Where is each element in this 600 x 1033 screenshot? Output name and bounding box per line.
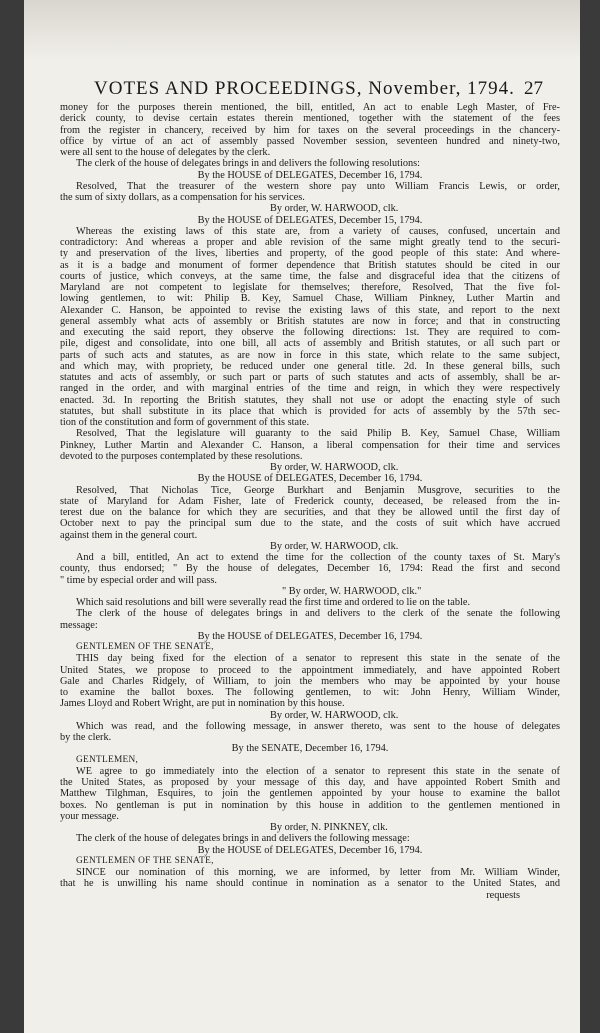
text-line: state of Maryland for Adam Fisher, late of Frederick county, deceased, be released from the in- (60, 495, 560, 507)
text-line: pile, digest and consolidate, into one bill, all acts of assembly and British statutes, or all such part or (60, 338, 560, 350)
text-line: money for the purposes therein mentioned, the bill, entitled, An act to enable Legh Master, of Fre- (60, 102, 560, 113)
text-line: contradictory: And whereas a proper and able revision of the same might greatly tend to the securi- (60, 237, 560, 248)
text-line: By order, N. PINKNEY, clk. (270, 822, 388, 833)
text-line: devoted to the purposes contemplated by these resolutions. (60, 450, 303, 462)
text-line: against them in the general court. (60, 529, 198, 541)
text-line: requests (486, 889, 520, 901)
text-line: Resolved, That the treasurer of the western shore pay unto William Francis Lewis, or order, (76, 180, 560, 192)
running-title: VOTES AND PROCEEDINGS, November, 1794. (94, 78, 515, 99)
text-line: terest due on the balance for which they are securities, and that they be allowed until the first day of (60, 507, 560, 518)
text-line: from the register in chancery, received by him for taxes on the several proceedings in the chancery- (60, 124, 560, 136)
text-line: Resolved, That Nicholas Tice, George Burkhart and Benjamin Musgrove, securities to the (76, 484, 560, 496)
text-line: GENTLEMEN OF THE SENATE, (76, 642, 214, 652)
text-line: The clerk of the house of delegates brings in and delivers the following message: (76, 833, 410, 845)
text-line: And a bill, entitled, An act to extend the time for the collection of the county taxes of St. Mary's (76, 552, 560, 563)
text-line: your message. (60, 810, 119, 822)
text-line: United States, we propose to proceed to the appointment immediately, and have appointed Robert (60, 664, 560, 676)
text-line: ranged in the order, and with marginal entries of the time and reign, in which they were respectively (60, 383, 560, 395)
text-line: as it is a badge and monument of former dependence that British statutes should be cited in our (60, 259, 560, 271)
text-line: tion of the constitution and form of government of this state. (60, 417, 310, 428)
text-line: the sum of sixty dollars, as a compensation for his services. (60, 192, 305, 203)
text-line: were all sent to the house of delegates by the clerk. (60, 147, 271, 158)
text-line: By order, W. HARWOOD, clk. (270, 462, 399, 473)
text-line: By order, W. HARWOOD, clk. (270, 709, 399, 721)
text-line: Matthew Tilghman, Esquires, to join the gentlemen appointed by your house to examine the ballot (60, 788, 560, 800)
text-line: the United States, as proposed by your message of this day, and have appointed Robert Smith and (60, 777, 560, 788)
text-line: October next to pay the principal sum due to the state, and the costs of suit which have accrued (60, 518, 560, 530)
text-line: Maryland are not competent to legislate for themselves; therefore, Resolved, That the five fol- (60, 282, 560, 293)
text-line: By order, W. HARWOOD, clk. (270, 540, 399, 552)
text-line: " time by especial order and will pass. (60, 574, 217, 586)
text-line: by the clerk. (60, 732, 112, 743)
text-line: derick county, to devise certain estates therein mentioned, together with the statement of the fees (60, 113, 560, 125)
text-line: office by virtue of an act of assembly passed November session, seventeen hundred and ninety-two, (60, 135, 560, 147)
text-line: statutes and acts of assembly, or such part or parts of such statutes and acts of assembly, shall be ar- (60, 372, 560, 383)
text-line: ty and preservation of the lives, liberties and property, of the good people of this state: And where- (60, 248, 560, 260)
document-page (24, 0, 580, 1033)
text-line: boxes. No gentleman is put in nomination by this house in addition to the gentlemen mentioned in (60, 799, 560, 811)
text-line: general assembly what acts of assembly or British statutes are now in force; and that in constructing (60, 315, 560, 327)
text-line: THIS day being fixed for the election of a senator to represent this state in the senate of the (76, 653, 560, 665)
text-line: that he is unwilling his name should continue in nomination as a senator to the United States, and (60, 878, 560, 890)
text-line: " By order, W. HARWOOD, clk." (282, 585, 422, 597)
text-line: By the HOUSE of DELEGATES, December 15, 1794. (197, 214, 423, 226)
text-line: parts of such acts and statutes, as are now in force in this state, which relate to the same subject, (60, 349, 560, 361)
page-body (60, 102, 560, 901)
text-line: SINCE our nomination of this morning, we are informed, by letter from Mr. William Winder, (76, 867, 560, 878)
text-line: GENTLEMEN, (76, 754, 139, 765)
text-line: By the HOUSE of DELEGATES, December 16, 1794. (197, 844, 423, 856)
text-line: James Lloyd and Robert Wright, are put in nomination by this house. (60, 698, 345, 710)
text-line: Gale and Charles Ridgely, of William, to join the members who may be appointed by your house (60, 675, 560, 687)
text-line: By the HOUSE of DELEGATES, December 16, 1794. (197, 169, 423, 181)
text-line: and which may, with propriety, be reduced under one general title. 2d. In these general bills, such (60, 360, 560, 372)
text-line: and executing the said report, they observe the following directions: 1st. They are required to com- (60, 327, 560, 338)
scan-shadow (24, 0, 580, 60)
text-line: Alexander C. Hanson, be appointed to revise the existing laws of this state, and report to the next (60, 304, 560, 316)
text-line: Which was read, and the following message, in answer thereto, was sent to the house of delegates (76, 720, 560, 732)
text-line: By the HOUSE of DELEGATES, December 16, 1794. (197, 473, 423, 485)
text-line: By the SENATE, December 16, 1794. (231, 743, 389, 755)
text-line: statutes, but shall substitute in its place that which is provided for acts of assembly by the 57th sec- (60, 405, 560, 417)
text-line: enacted. 3d. In reporting the British statutes, they shall not use or adopt the enacting style of such (60, 394, 560, 406)
text-line: By the HOUSE of DELEGATES, December 16, 1794. (197, 630, 423, 642)
text-line: message: (60, 619, 98, 631)
text-line: county, thus endorsed; " By the house of delegates, December 16, 1794: Read the first and second (60, 563, 560, 575)
text-line: GENTLEMEN OF THE SENATE, (76, 855, 214, 866)
page-number: 27 (524, 78, 543, 99)
text-line: courts of justice, which conveys, at the same time, the false and disgraceful idea that the citizens of (60, 270, 560, 282)
text-line: By order, W. HARWOOD, clk. (270, 203, 399, 215)
text-line: WE agree to go immediately into the election of a senator to represent this state in the senate of (76, 765, 560, 777)
text-line: The clerk of the house of delegates brings in and delivers to the clerk of the senate the following (76, 608, 560, 620)
text-line: lowing gentlemen, to wit: Philip B. Key, Samuel Chase, William Pinkney, Luther Martin and (60, 293, 560, 305)
text-line: Pinkney, Luther Martin and Alexander C. Hanson, a liberal compensation for their time and services (60, 439, 560, 451)
text-line: Resolved, That the legislature will guaranty to the said Philip B. Key, Samuel Chase, William (76, 428, 560, 440)
text-line: Which said resolutions and bill were severally read the first time and ordered to lie on the table. (76, 597, 471, 608)
text-line: to examine the ballot boxes. The following gentlemen, to wit: John Henry, William Winder, (60, 687, 560, 698)
text-line: Whereas the existing laws of this state are, from a variety of causes, confused, uncertain and (76, 225, 560, 237)
text-line: The clerk of the house of delegates brings in and delivers the following resolutions: (76, 158, 421, 170)
